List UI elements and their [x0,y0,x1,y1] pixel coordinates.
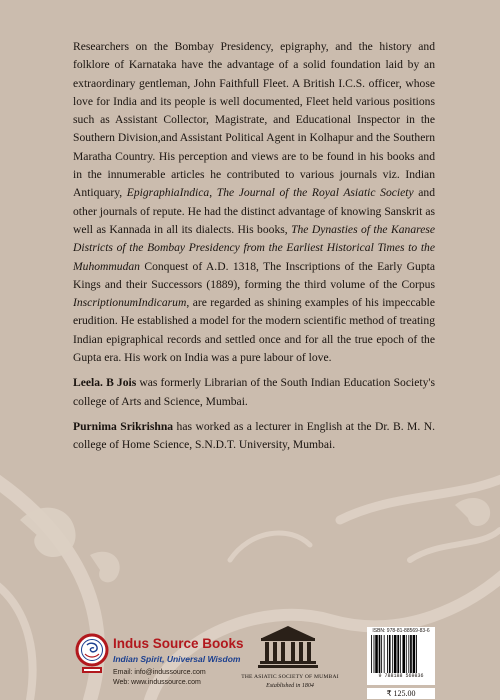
publisher-name: Indus Source Books [113,636,244,651]
blurb-text-segment: , [209,186,217,200]
publisher-tagline: Indian Spirit, Universal Wisdom [113,654,241,664]
publisher-block [75,632,244,692]
blurb-paragraph [73,38,435,367]
society-block [236,624,346,694]
blurb-text [73,38,435,462]
barcode-box [367,627,435,685]
book-title: InscriptionumIndicarum [73,296,187,310]
author-name: Purnima Srikrishna [73,419,174,433]
book-title: The Dynasties of the Kanarese Districts of the Bombay Presidency from the Earliest Historical Times to the Muhommudan [73,222,435,273]
barcode-digits: 9 788188 569836 [378,673,424,679]
publisher-email: Email: info@indussource.com [113,669,206,676]
barcode-icon [371,635,431,673]
author-bio-text: was formerly Librarian of the South Indian Education Society's college of Arts and Science, Mumbai. [73,376,435,408]
society-name: THE ASIATIC SOCIETY OF MUMBAI [241,674,339,680]
journal-title: The Journal of the Royal Asiatic Society [216,186,414,200]
publisher-website: Web: www.indussource.com [113,679,201,686]
blurb-text-segment: , are regarded as shining examples of his impeccable erudition. He established a model for the modern scientific method of treating Indian epigraphical records and settled once and for all the true epoch of the Gupta era. His work on India was a pure labour of love. [73,296,435,365]
journal-title: EpigraphiaIndica [126,186,210,200]
author-bio-text: has worked as a lecturer in English at the Dr. B. M. N. college of Home Science, S.N.D.T. University, Mumbai. [73,419,435,452]
blurb-text-segment: Conquest of A.D. 1318, The Inscriptions of the Early Gupta Kings and their Successors (1889), forming the third volume of the Corpus [73,259,435,291]
author-bio [73,418,435,455]
author-name: Leela. B Jois [73,376,137,390]
price-label: ₹ 125.00 [367,688,435,699]
society-established: Established in 1804 [266,683,314,689]
blurb-text-segment: and other journals of repute. He had the distinct advantage of knowing Sanskrit as well as Kannada in all its dialects. His books, [73,186,436,236]
isbn-text: ISBN: 978-81-88569-83-6 [372,628,430,634]
indus-source-seal-icon [75,632,109,676]
columned-building-icon [258,624,318,668]
author-bio [73,374,435,411]
blurb-text-segment: Researchers on the Bombay Presidency, epigraphy, and the history and folklore of Karnataka have the advantage of a solid foundation laid by an extraordinary gentleman, John Faithfull Fleet. A British I.C.S. officer, whose love for India and its people is well documented, Fleet held various positions such as Assistant Collector, Magistrate, and Educational Inspector in the Southern Division,and Assistant Political Agent in Kolhapur and the Southern Maratha Country. His perception and views are to be found in his books and in the innumerable articles he contributed to various journals viz. Indian Antiquary, [73,40,435,200]
